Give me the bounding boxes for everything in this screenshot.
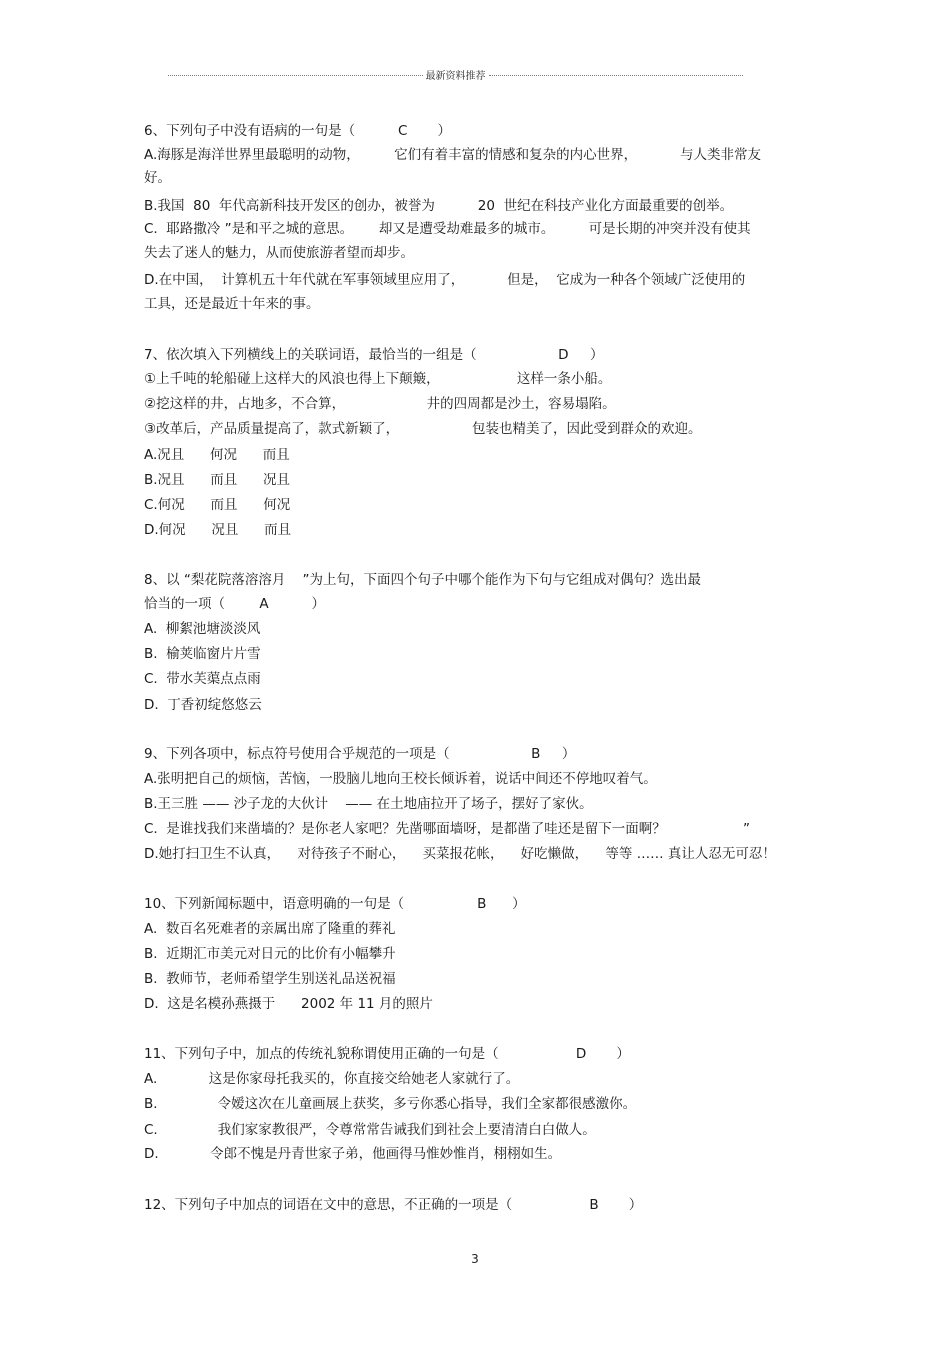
question-6-option-a-line-1: A.海豚是海洋世界里最聪明的动物， 它们有着丰富的情感和复杂的内心世界， 与人类非常友	[144, 147, 762, 163]
question-12-stem: 12、下列句子中加点的词语在文中的意思，不正确的一项是（ B ）	[144, 1197, 643, 1213]
question-9-stem: 9、下列各项中，标点符号使用合乎规范的一项是（ B ）	[144, 746, 576, 762]
question-6-option-c-line-1: C. 耶路撒冷 ”是和平之城的意思。 却又是遭受劫难最多的城市。 可是长期的冲突并没有使其	[144, 221, 751, 237]
question-9-option-b: B.王三胜 —— 沙子龙的大伙计 —— 在土地庙拉开了场子，摆好了家伙。	[144, 796, 593, 812]
question-7-option-c: C.何况 而且 何况	[144, 497, 291, 513]
question-7-option-d: D.何况 况且 而且	[144, 522, 292, 538]
page-header	[168, 66, 743, 82]
question-11-option-a: A. 这是你家母托我买的，你直接交给她老人家就行了。	[144, 1071, 520, 1087]
header-title: 最新资料推荐	[425, 70, 486, 82]
question-6-stem: 6、下列句子中没有语病的一句是（ C ）	[144, 123, 451, 139]
question-7-sentence-3: ③改革后，产品质量提高了，款式新颖了， 包装也精美了，因此受到群众的欢迎。	[144, 421, 702, 437]
question-11-stem: 11、下列句子中，加点的传统礼貌称谓使用正确的一句是（ D ）	[144, 1046, 630, 1062]
question-8-option-d: D. 丁香初绽悠悠云	[144, 697, 262, 713]
question-6-option-b: B.我国 80 年代高新科技开发区的创办，被誉为 20 世纪在科技产业化方面最重要的创举。	[144, 198, 734, 214]
question-8-stem-line-1: 8、以 “梨花院落溶溶月 ”为上句，下面四个句子中哪个能作为下句与它组成对偶句？选出最	[144, 572, 702, 588]
question-6-option-d-line-2: 工具，还是最近十年来的事。	[144, 296, 320, 312]
question-7-option-a: A.况且 何况 而且	[144, 447, 290, 463]
header-dotted-rule-right	[489, 75, 744, 76]
question-7-sentence-2: ②挖这样的井，占地多，不合算， 井的四周都是沙土，容易塌陷。	[144, 396, 616, 412]
question-8-option-b: B. 榆荚临窗片片雪	[144, 646, 261, 662]
question-10-option-a: A. 数百名死难者的亲属出席了隆重的葬礼	[144, 921, 396, 937]
question-6-option-a-line-2: 好。	[144, 170, 171, 186]
question-10-option-d: D. 这是名模孙燕摄于 2002 年 11 月的照片	[144, 996, 433, 1012]
question-6-option-c-line-2: 失去了迷人的魅力，从而使旅游者望而却步。	[144, 245, 414, 261]
question-7-option-b: B.况且 而且 况且	[144, 472, 291, 488]
header-dotted-rule-left	[168, 75, 423, 76]
question-6-option-d-line-1: D.在中国， 计算机五十年代就在军事领域里应用了， 但是， 它成为一种各个领域广泛使用的	[144, 272, 746, 288]
question-7-stem: 7、依次填入下列横线上的关联词语，最恰当的一组是（ D ）	[144, 347, 604, 363]
question-8-option-c: C. 带水芙蕖点点雨	[144, 671, 261, 687]
question-11-option-c: C. 我们家家教很严，令尊常常告诫我们到社会上要清清白白做人。	[144, 1122, 596, 1138]
question-11-option-b: B. 令嫒这次在儿童画展上获奖，多亏你悉心指导，我们全家都很感激你。	[144, 1096, 637, 1112]
question-9-option-c: C. 是谁找我们来凿墙的？是你老人家吧？先凿哪面墙呀，是都凿了哇还是留下一面啊？ ”	[144, 821, 751, 837]
page-number: 3	[471, 1252, 479, 1266]
question-8-stem-line-2: 恰当的一项（ A ）	[144, 596, 325, 612]
question-10-stem: 10、下列新闻标题中，语意明确的一句是（ B ）	[144, 896, 526, 912]
question-7-sentence-1: ①上千吨的轮船碰上这样大的风浪也得上下颠簸， 这样一条小船。	[144, 371, 612, 387]
question-9-option-a: A.张明把自己的烦恼，苦恼，一股脑儿地向王校长倾诉着，说话中间还不停地叹着气。	[144, 771, 657, 787]
question-10-option-b-1: B. 近期汇市美元对日元的比价有小幅攀升	[144, 946, 396, 962]
question-8-option-a: A. 柳絮池塘淡淡风	[144, 621, 261, 637]
question-11-option-d: D. 令郎不愧是丹青世家子弟，他画得马惟妙惟肖，栩栩如生。	[144, 1146, 562, 1162]
question-10-option-b-2: B. 教师节，老师希望学生别送礼品送祝福	[144, 971, 396, 987]
question-9-option-d: D.她打扫卫生不认真， 对待孩子不耐心， 买菜报花帐， 好吃懒做， 等等 …… 真让人忍无可忍！	[144, 846, 776, 862]
